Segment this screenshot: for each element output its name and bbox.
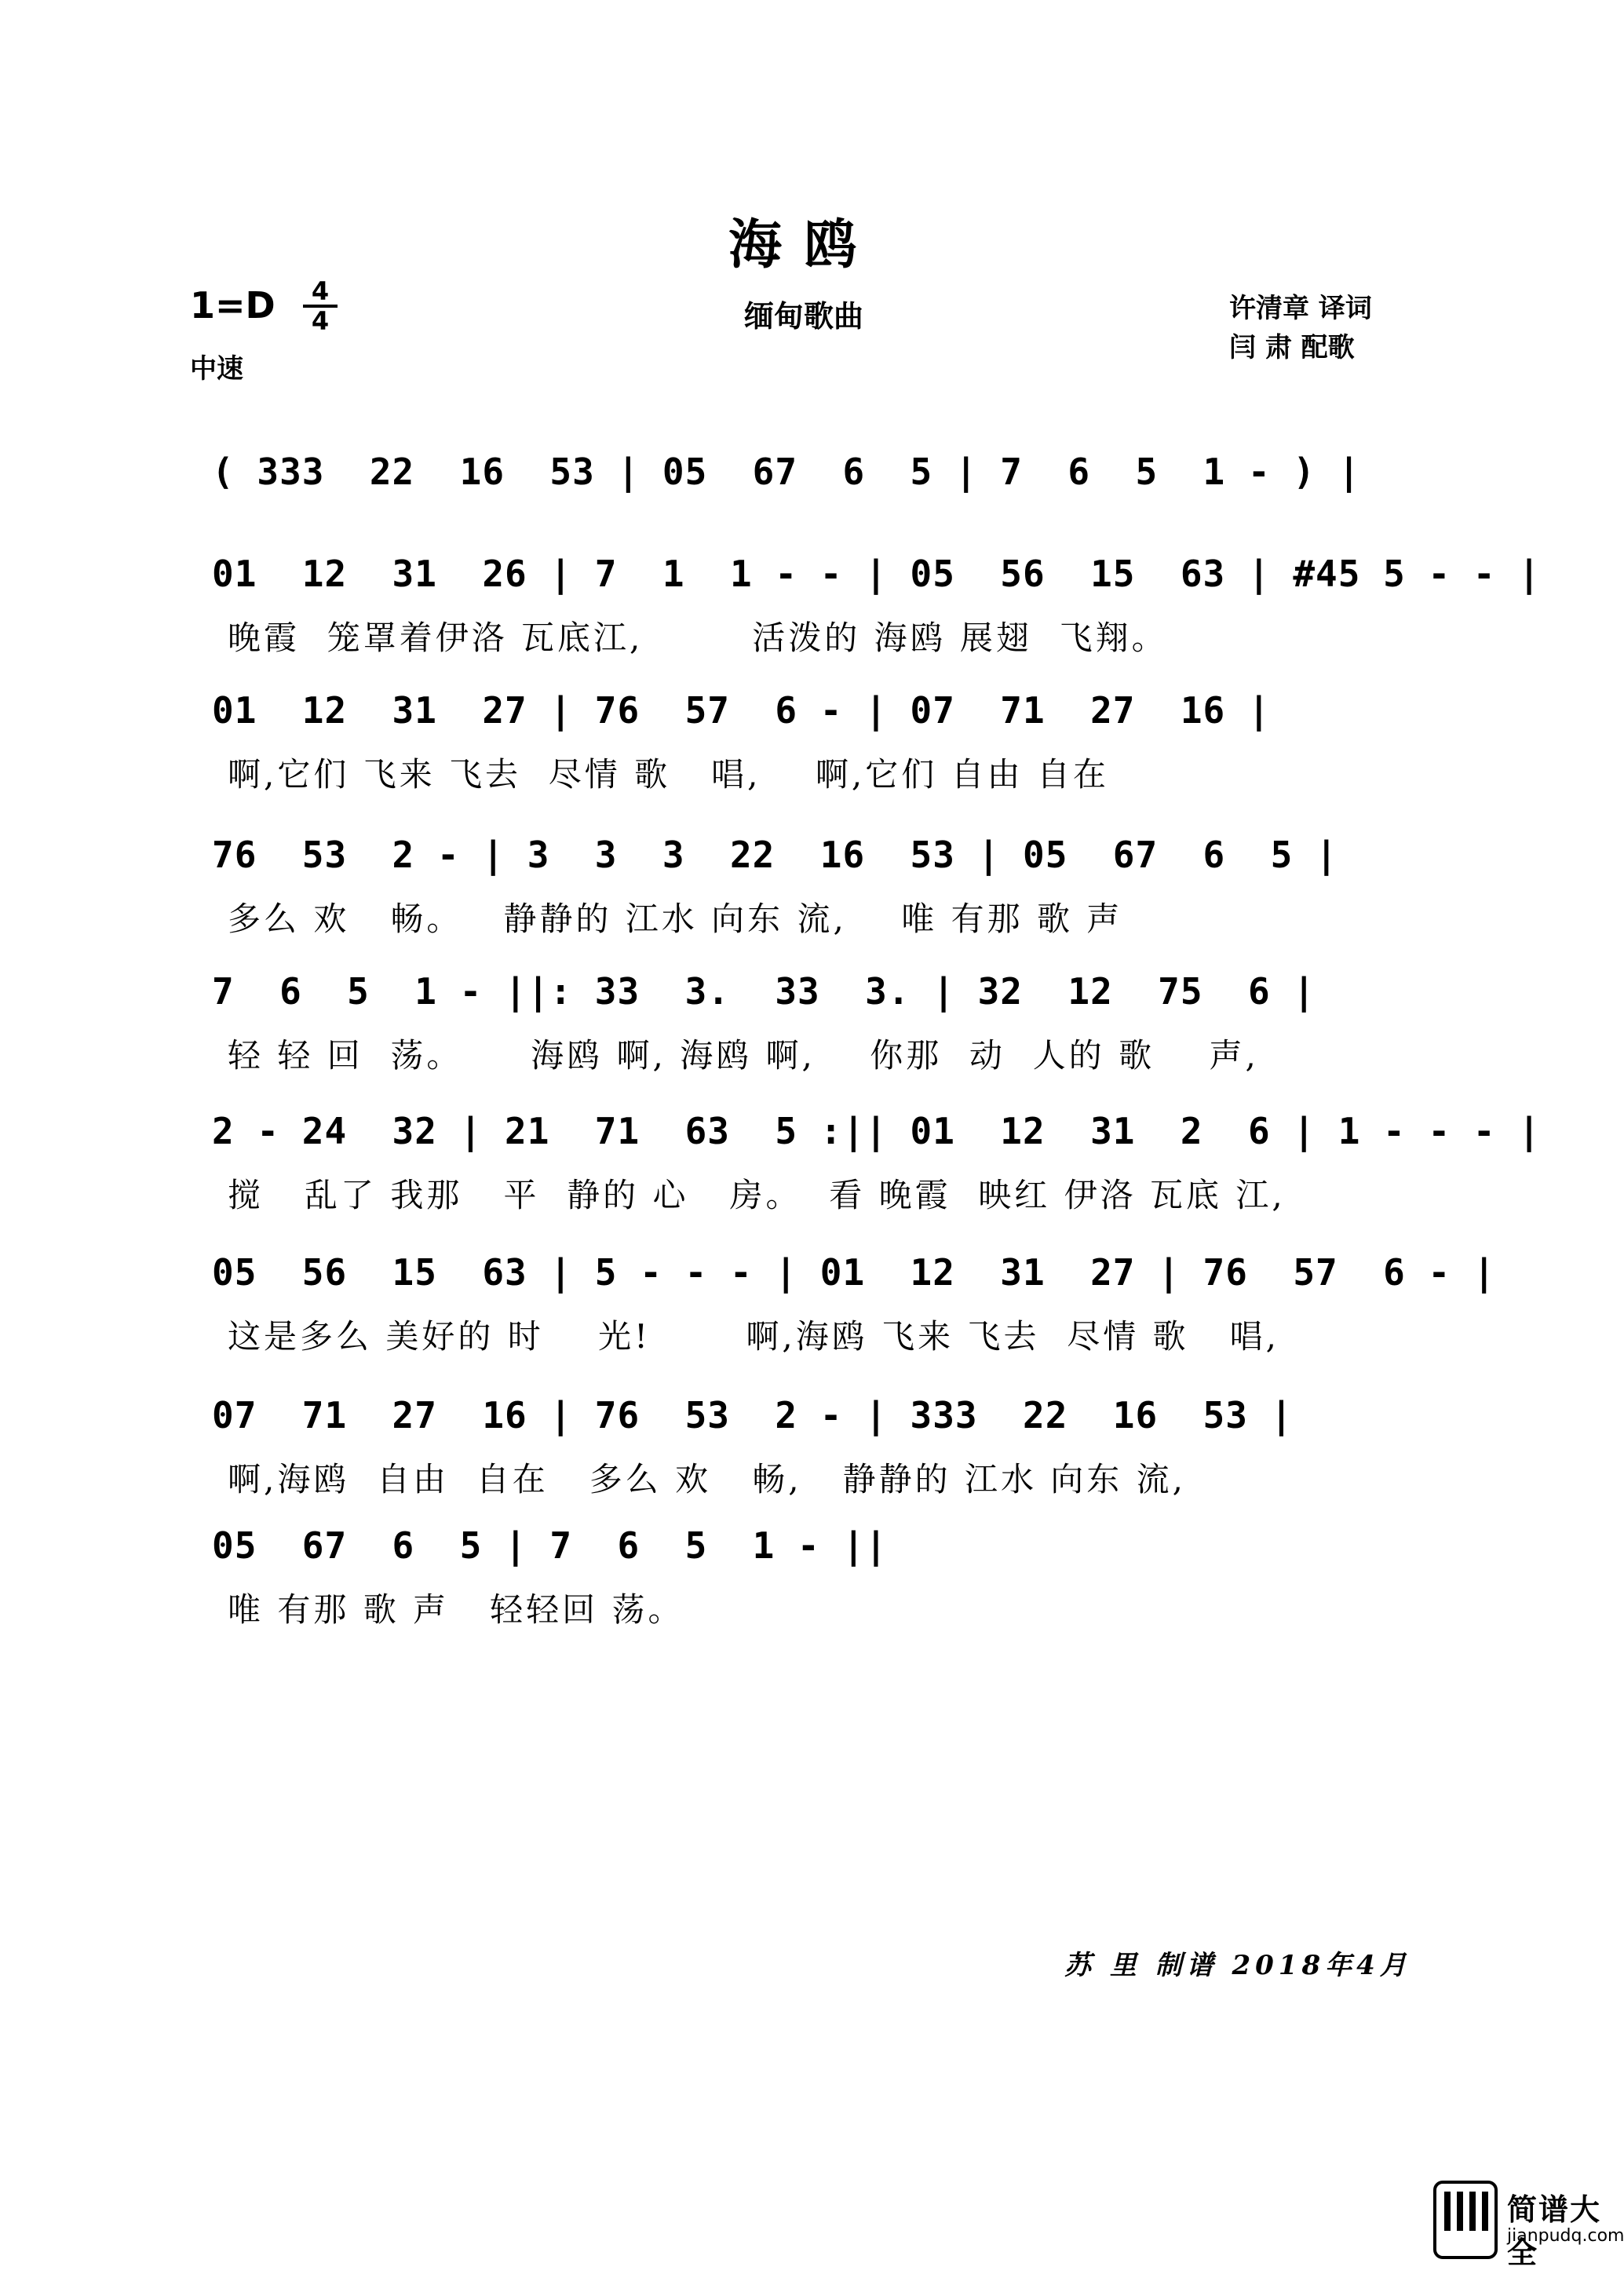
lyric-row: 唯 有那 歌 声 轻轻回 荡。 bbox=[228, 1590, 684, 1629]
lyric-row: 搅 乱了 我那 平 静的 心 房。 看 晚霞 映红 伊洛 瓦底 江, bbox=[228, 1176, 1286, 1214]
notation-row: ( 333 22 16 53 | 05 67 6 5 | 7 6 5 1 - ) | bbox=[212, 451, 1361, 493]
notation-row: 05 56 15 63 | 5 - - - | 01 12 31 27 | 76 57 6 - | bbox=[212, 1251, 1496, 1294]
tempo-marking: 中速 bbox=[190, 353, 243, 385]
notation-row: 01 12 31 26 | 7 1 1 - - | 05 56 15 63 | #45 5 - - | bbox=[212, 553, 1541, 595]
lyric-row: 多么 欢 畅。 静静的 江水 向东 流, 唯 有那 歌 声 bbox=[228, 900, 1123, 938]
logo-name: 简谱大全 bbox=[1507, 2192, 1602, 2270]
notation-row: 76 53 2 - | 3 3 3 22 16 53 | 05 67 6 5 | bbox=[212, 834, 1338, 876]
credits bbox=[1229, 289, 1372, 367]
lyric-row: 晚霞 笼罩着伊洛 瓦底江, 活泼的 海鸥 展翅 飞翔。 bbox=[228, 619, 1168, 657]
lyric-row: 这是多么 美好的 时 光! 啊,海鸥 飞来 飞去 尽情 歌 唱, bbox=[228, 1317, 1279, 1356]
logo-url: jianpudq.com bbox=[1507, 2226, 1624, 2246]
subtitle: 缅甸歌曲 bbox=[743, 299, 863, 334]
lyric-row: 啊,它们 飞来 飞去 尽情 歌 唱, 啊,它们 自由 自在 bbox=[228, 755, 1109, 794]
notation-row: 01 12 31 27 | 76 57 6 - | 07 71 27 16 | bbox=[212, 689, 1271, 732]
notation-row: 05 67 6 5 | 7 6 5 1 - || bbox=[212, 1524, 888, 1567]
page-title: 海鸥 bbox=[728, 214, 879, 276]
lyric-row: 啊,海鸥 自由 自在 多么 欢 畅, 静静的 江水 向东 流, bbox=[228, 1460, 1187, 1498]
lyricist-credit: 许清章 译词 bbox=[1229, 293, 1372, 324]
key-signature: 1=D bbox=[190, 284, 276, 327]
notation-row: 7 6 5 1 - ||: 33 3. 33 3. | 32 12 75 6 | bbox=[212, 970, 1316, 1013]
arranger-credit: 闫 肃 配歌 bbox=[1229, 332, 1355, 363]
lyric-row: 轻 轻 回 荡。 海鸥 啊, 海鸥 啊, 你那 动 人的 歌 声, bbox=[228, 1036, 1259, 1075]
transcriber-footer: 苏 里 制谱 2018年4月 bbox=[1064, 1950, 1411, 1981]
time-signature-bottom: 4 bbox=[311, 306, 330, 336]
notation-row: 2 - 24 32 | 21 71 63 5 :|| 01 12 31 2 6 | 1 - - - | bbox=[212, 1110, 1541, 1152]
notation-row: 07 71 27 16 | 76 53 2 - | 333 22 16 53 | bbox=[212, 1394, 1294, 1436]
time-signature-top: 4 bbox=[311, 276, 330, 306]
